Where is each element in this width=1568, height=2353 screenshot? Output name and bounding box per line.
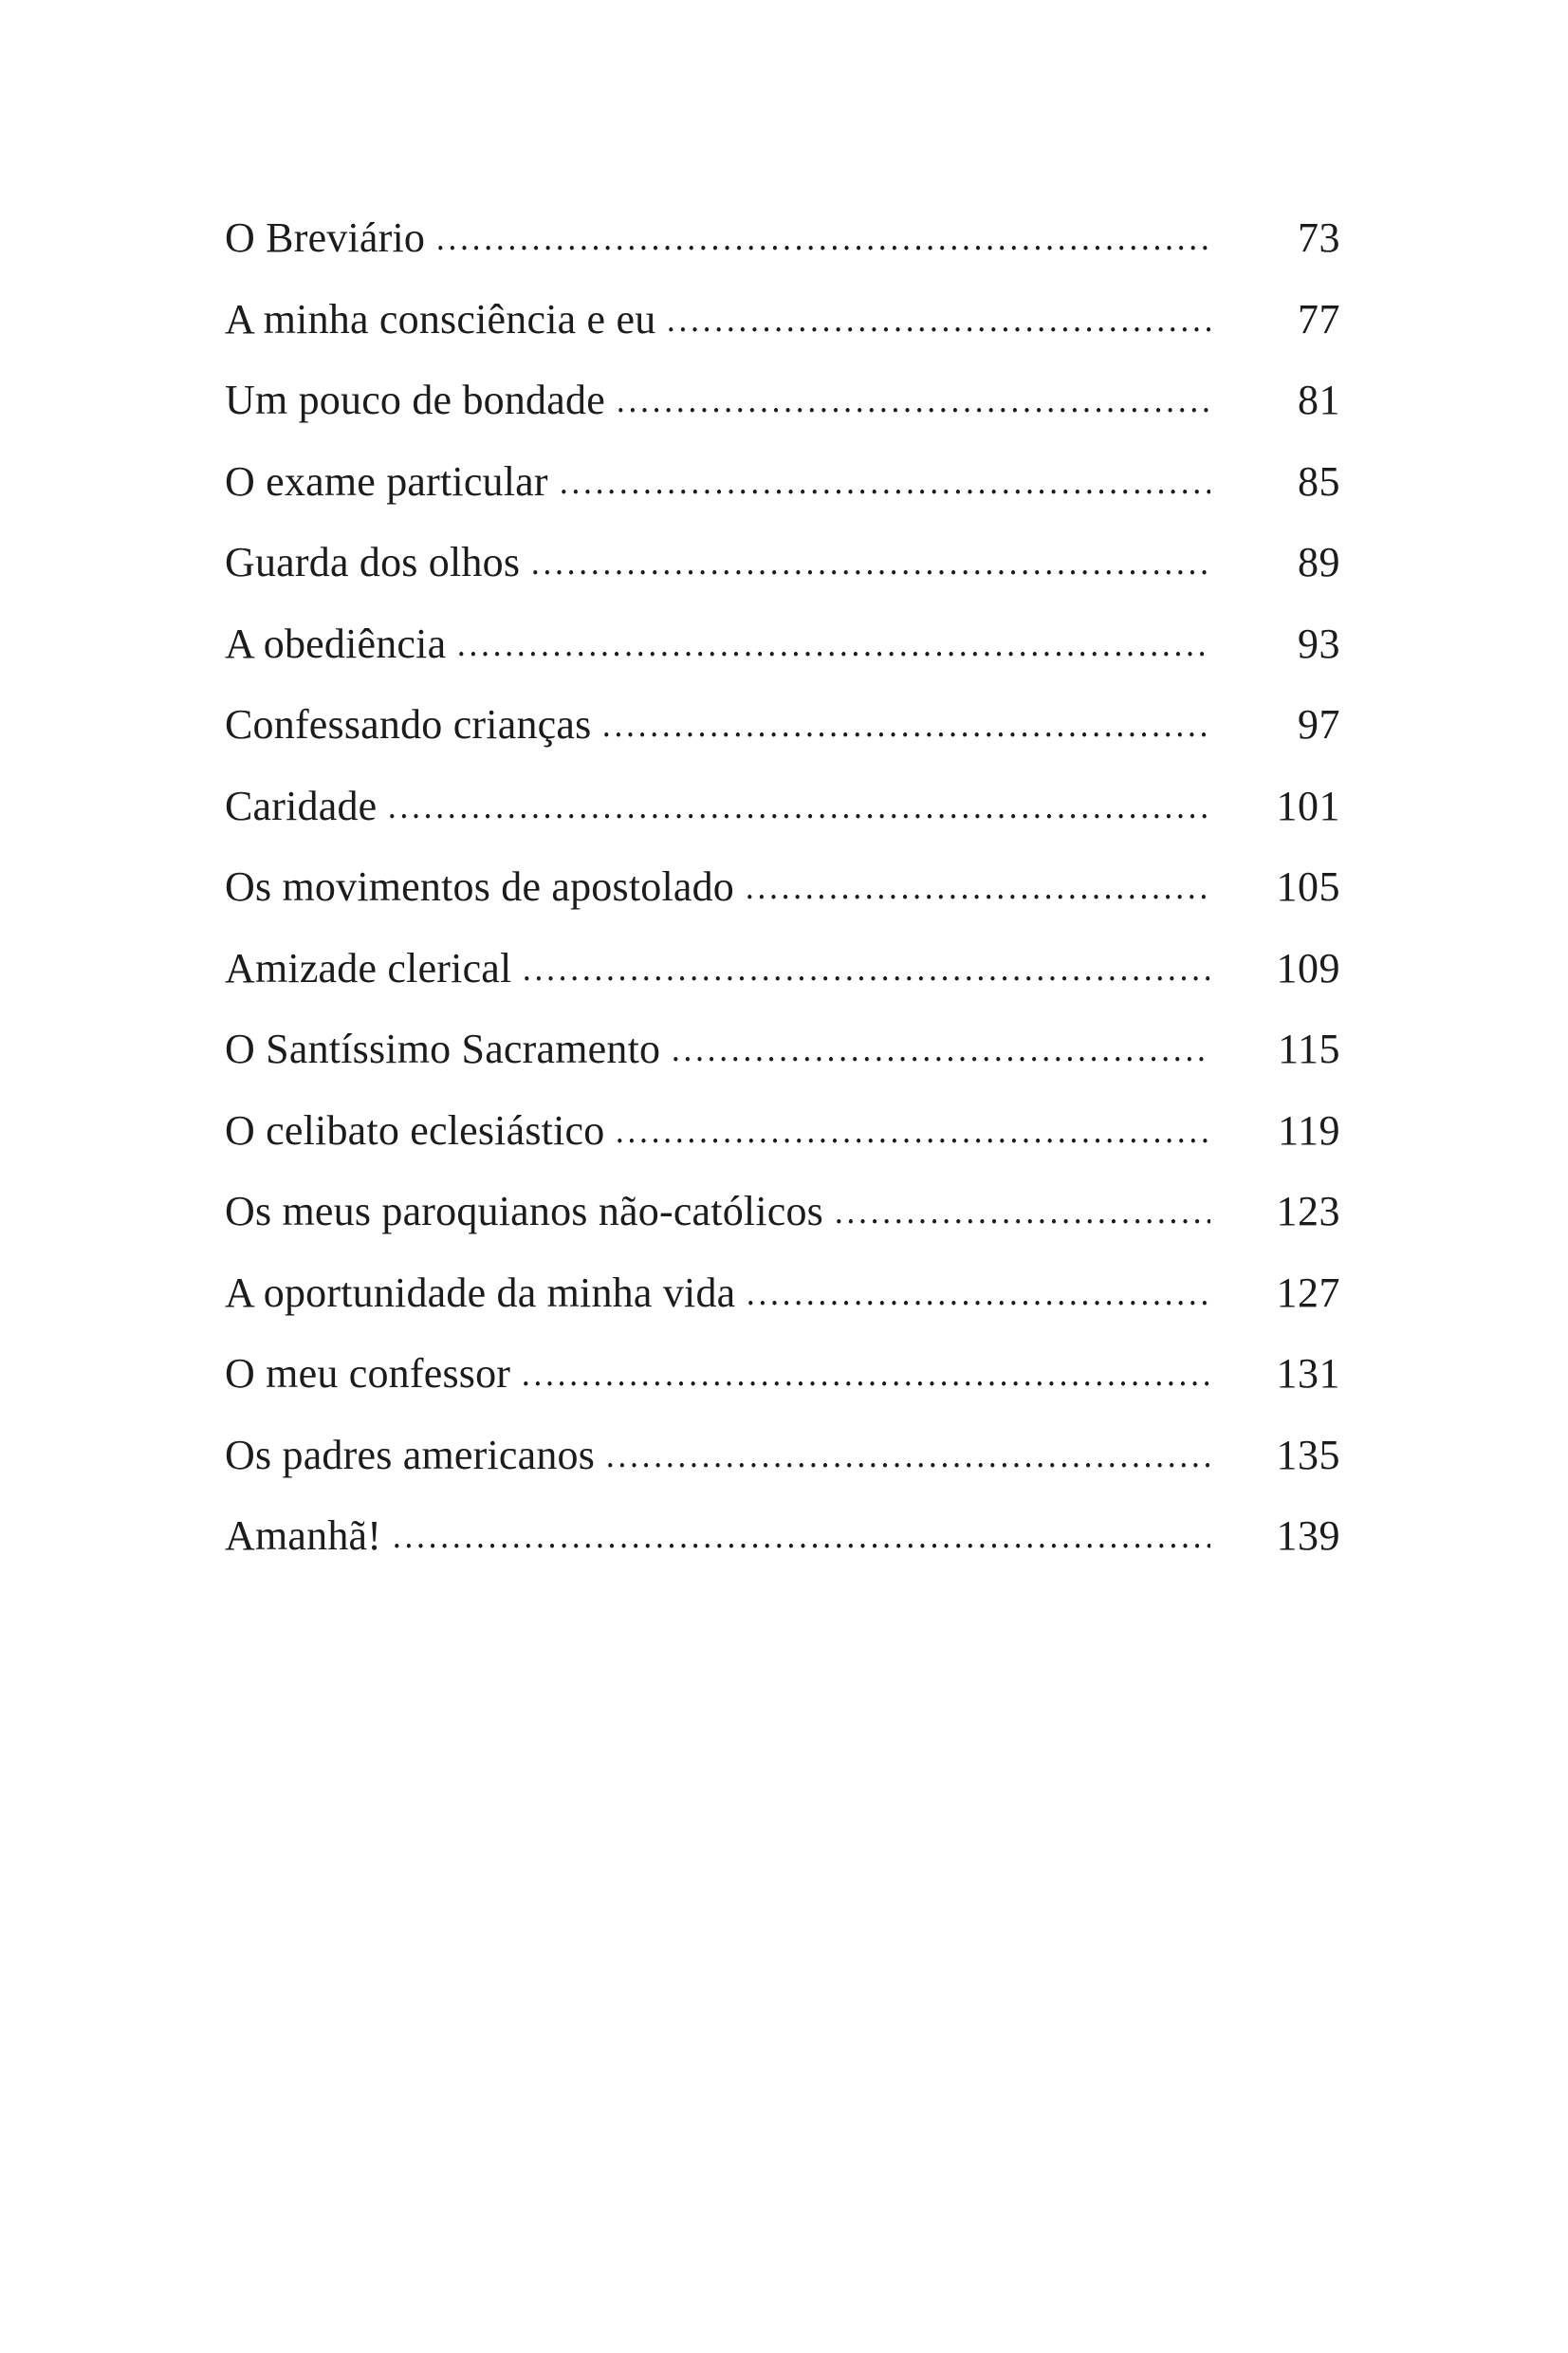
toc-entry-title: O exame particular [225, 457, 548, 505]
toc-entry [225, 441, 1340, 523]
toc-entry-title: Os movimentos de apostolado [225, 863, 735, 910]
dot-leader [744, 893, 1210, 900]
dot-leader [386, 812, 1210, 820]
toc-entry [225, 846, 1340, 928]
toc-entry [225, 197, 1340, 279]
dot-leader [529, 568, 1210, 576]
dot-leader [520, 1380, 1210, 1387]
toc-entry-page-number: 135 [1276, 1431, 1340, 1478]
toc-entry-page-number: 97 [1298, 701, 1340, 748]
toc-entry [225, 766, 1340, 847]
toc-entry-title: Guarda dos olhos [225, 539, 521, 585]
toc-entry-title: O meu confessor [225, 1350, 511, 1397]
toc-entry-page-number: 131 [1276, 1350, 1340, 1397]
toc-entry-page-number: 93 [1298, 620, 1340, 667]
toc-entry-title: Os meus paroquianos não-católicos [225, 1188, 824, 1234]
table-of-contents [225, 197, 1340, 1577]
toc-entry [225, 1415, 1340, 1496]
dot-leader [614, 1137, 1210, 1144]
toc-entry-title: A obediência [225, 620, 447, 667]
toc-entry [225, 1090, 1340, 1172]
toc-entry-page-number: 73 [1298, 214, 1340, 261]
toc-entry-title: A oportunidade da minha vida [225, 1269, 736, 1316]
toc-entry [225, 603, 1340, 685]
toc-entry-page-number: 123 [1276, 1188, 1340, 1234]
toc-entry-title: O celibato eclesiástico [225, 1106, 605, 1154]
toc-entry-title: A minha consciência e eu [225, 295, 656, 343]
toc-entry-title: Caridade [225, 782, 378, 829]
toc-entry [225, 522, 1340, 603]
toc-entry [225, 684, 1340, 766]
toc-entry-title: O Santíssimo Sacramento [225, 1026, 661, 1072]
toc-entry-title: Amizade clerical [225, 944, 512, 991]
dot-leader [604, 1461, 1210, 1469]
toc-entry-title: O Breviário [225, 214, 426, 261]
toc-entry-page-number: 105 [1276, 863, 1340, 910]
dot-leader [558, 488, 1210, 495]
toc-entry [225, 1171, 1340, 1252]
dot-leader [665, 325, 1210, 333]
toc-entry [225, 279, 1340, 361]
dot-leader [600, 731, 1210, 738]
toc-entry-page-number: 85 [1298, 457, 1340, 505]
toc-entry [225, 1495, 1340, 1577]
toc-entry-page-number: 139 [1276, 1512, 1340, 1559]
dot-leader [455, 650, 1210, 658]
toc-entry-page-number: 115 [1278, 1026, 1340, 1072]
toc-entry-page-number: 89 [1298, 539, 1340, 585]
toc-entry [225, 1009, 1340, 1090]
dot-leader [521, 974, 1210, 982]
toc-entry-page-number: 101 [1276, 782, 1340, 829]
toc-entry [225, 360, 1340, 441]
toc-entry [225, 1333, 1340, 1415]
toc-entry-title: Confessando crianças [225, 701, 592, 748]
toc-entry-page-number: 77 [1298, 295, 1340, 343]
dot-leader [615, 406, 1210, 414]
dot-leader [833, 1217, 1210, 1225]
dot-leader [434, 244, 1210, 251]
dot-leader [745, 1299, 1210, 1306]
toc-entry [225, 928, 1340, 1010]
toc-entry-page-number: 127 [1276, 1269, 1340, 1316]
toc-entry-page-number: 81 [1298, 377, 1340, 423]
dot-leader [670, 1055, 1210, 1063]
toc-entry-title: Os padres americanos [225, 1431, 596, 1478]
toc-entry [225, 1252, 1340, 1334]
toc-entry-title: Um pouco de bondade [225, 377, 605, 423]
dot-leader [391, 1542, 1210, 1549]
toc-entry-page-number: 119 [1278, 1106, 1340, 1154]
toc-entry-title: Amanhã! [225, 1512, 382, 1559]
toc-entry-page-number: 109 [1276, 944, 1340, 991]
